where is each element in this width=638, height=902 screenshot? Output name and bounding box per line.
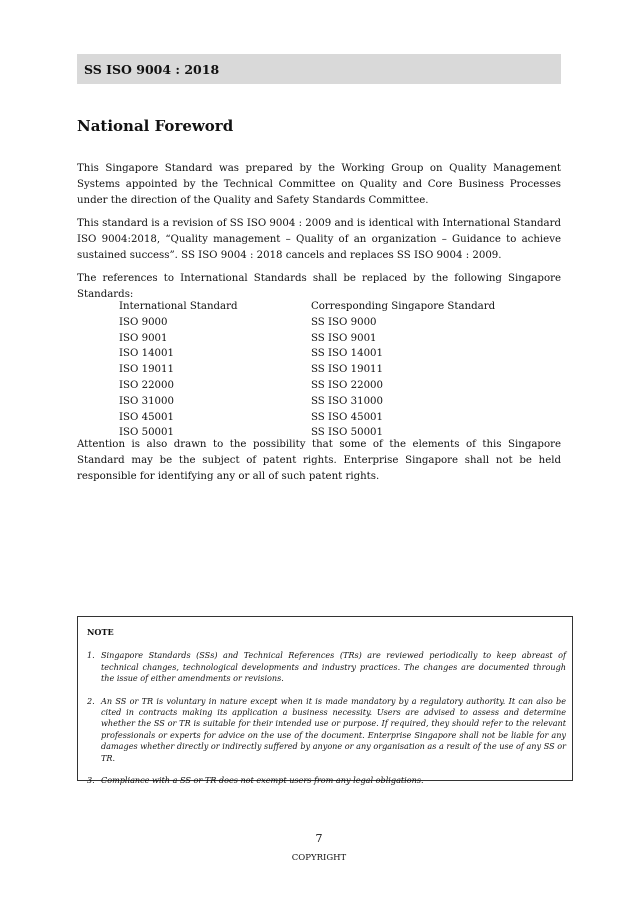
references-header-row bbox=[119, 299, 495, 315]
page-title: National Foreword bbox=[77, 117, 234, 135]
references-table bbox=[119, 299, 495, 441]
singapore-standard-cell: SS ISO 14001 bbox=[311, 348, 384, 360]
table-row bbox=[119, 346, 495, 362]
note-item-number: 1. bbox=[87, 650, 95, 661]
singapore-standard-cell: SS ISO 45001 bbox=[311, 411, 384, 423]
header-international: International Standard bbox=[119, 301, 238, 312]
international-standard-cell: ISO 9001 bbox=[119, 332, 168, 344]
singapore-standard-cell: SS ISO 22000 bbox=[311, 379, 384, 391]
note-item bbox=[87, 650, 566, 684]
header-singapore: Corresponding Singapore Standard bbox=[311, 301, 496, 312]
international-standard-cell: ISO 9000 bbox=[119, 316, 168, 328]
table-row bbox=[119, 378, 495, 394]
international-standard-cell: ISO 50001 bbox=[119, 427, 175, 439]
international-standard-cell: ISO 45001 bbox=[119, 411, 175, 423]
table-row bbox=[119, 410, 495, 426]
international-standard-cell: ISO 14001 bbox=[119, 348, 175, 360]
page-number: 7 bbox=[315, 832, 323, 845]
singapore-standard-cell: SS ISO 31000 bbox=[311, 395, 384, 407]
paragraph-patent: Attention is also drawn to the possibility that some of the elements of this Singapore Standard may be the subject of patent rights. Enterprise Singapore shall not be held responsible for identifying any or all of such patent rights. bbox=[77, 439, 561, 482]
singapore-standard-cell: SS ISO 9001 bbox=[311, 332, 377, 344]
table-row bbox=[119, 394, 495, 410]
table-row bbox=[119, 315, 495, 331]
note-item bbox=[87, 696, 566, 764]
international-standard-cell: ISO 22000 bbox=[119, 379, 175, 391]
note-item-text: Compliance with a SS or TR does not exempt users from any legal obligations. bbox=[101, 775, 424, 786]
note-item-text: An SS or TR is voluntary in nature except when it is made mandatory by a regulatory authority. It can also be cited in contracts making its application a business necessity. Users are advised to assess and determine whether the SS or TR is suitable for their intended use or purpose. If required, they should refer to the relevant professionals or experts for advice on the use of the document. Enterprise Singapore shall not be liable for any damages whether directly or indirectly suffered by anyone or any organisation as a result of the use of any SS or TR. bbox=[101, 695, 566, 763]
copyright: COPYRIGHT bbox=[291, 853, 347, 863]
header-bar bbox=[77, 54, 561, 84]
note-item-text: Singapore Standards (SSs) and Technical References (TRs) are reviewed periodically to keep abreast of technical changes, technological developments and industry practices. The changes are documented through the issue of either amendments or revisions. bbox=[101, 650, 566, 684]
table-row bbox=[119, 331, 495, 347]
note-list bbox=[87, 650, 566, 786]
note-item-number: 3. bbox=[87, 775, 95, 786]
note-item-number: 2. bbox=[87, 695, 95, 706]
singapore-standard-cell: SS ISO 19011 bbox=[311, 364, 384, 376]
singapore-standard-cell: SS ISO 9000 bbox=[311, 316, 377, 328]
paragraph-references-intro: The references to International Standards shall be replaced by the following Singapore Standards: bbox=[77, 273, 561, 300]
international-standard-cell: ISO 19011 bbox=[119, 364, 175, 376]
international-standard-cell: ISO 31000 bbox=[119, 395, 175, 407]
paragraph-revision: This standard is a revision of SS ISO 9004 : 2009 and is identical with International Standard ISO 9004:2018, “Quality management – Quality of an organization – Guidance to achieve sustained success”. SS ISO 9004 : 2018 cancels and replaces SS ISO 9004 : 2009. bbox=[77, 218, 561, 261]
note-item bbox=[87, 775, 566, 786]
note-box bbox=[77, 616, 573, 786]
standard-id: SS ISO 9004 : 2018 bbox=[84, 61, 220, 77]
note-label: NOTE bbox=[87, 627, 114, 637]
table-row bbox=[119, 362, 495, 378]
paragraph-preparation: This Singapore Standard was prepared by the Working Group on Quality Management Systems appointed by the Technical Committee on Quality and Core Business Processes under the direction of the Quality and Safety Standards Committee. bbox=[77, 163, 561, 206]
singapore-standard-cell: SS ISO 50001 bbox=[311, 427, 384, 439]
